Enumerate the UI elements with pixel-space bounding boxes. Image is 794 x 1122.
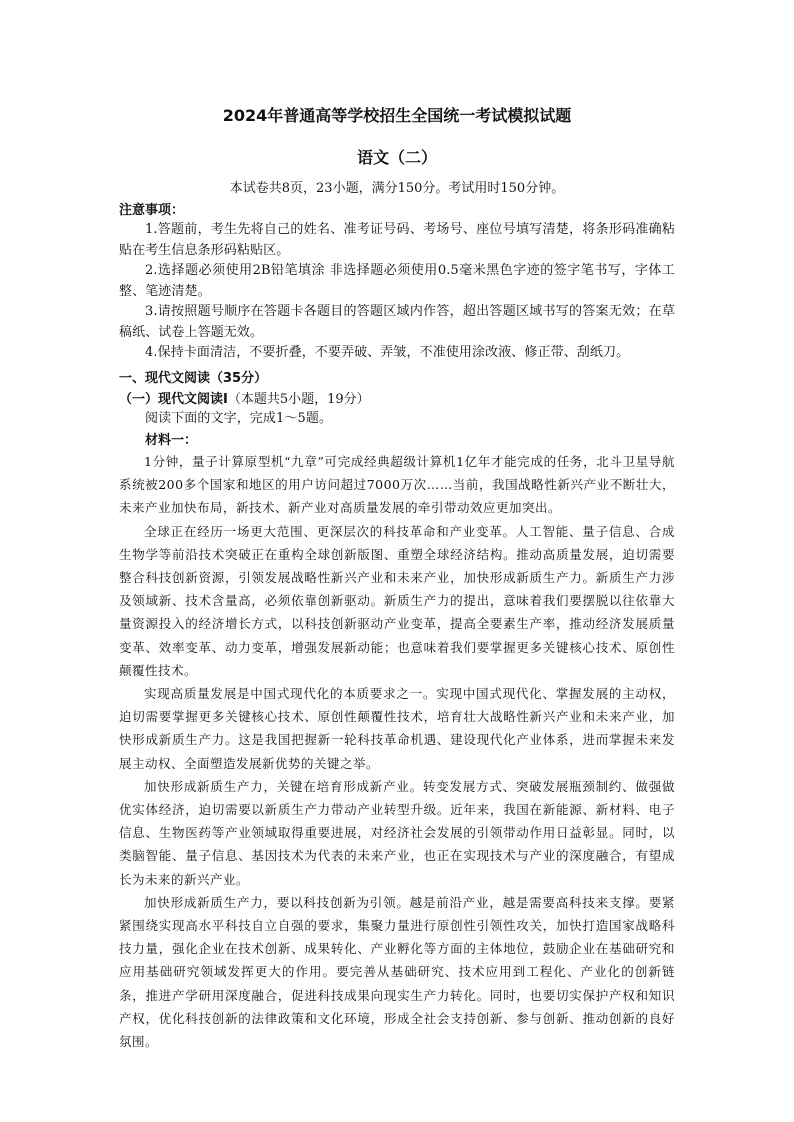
- paragraph: 全球正在经历一场更大范围、更深层次的科技革命和产业变革。人工智能、量子信息、合成生物学等前沿技术突破正在重构全球创新版图、重塑全球经济结构。推动高质量发展，迫切需要整合科技创新资源，引领发展战略性新兴产业和未来产业，加快形成新质生产力。新质生产力涉及领域新、技术含量高，必须依靠创新驱动。新质生产力的提出，意味着我们要摆脱以往依靠大量资源投入的经济增长方式，以科技创新驱动产业变革，提高全要素生产率，推动经济发展质量变革、效率变革、动力变革，增强发展新动能；也意味着我们要掌握更多关键核心技术、原创性颠覆性技术。: [119, 523, 675, 678]
- subsection-note: （本题共5小题，19分）: [227, 392, 370, 407]
- paragraph: 加快形成新质生产力，关键在培育形成新产业。转变发展方式、突破发展瓶颈制约、做强做优实体经济，迫切需要以新质生产力带动产业转型升级。近年来，我国在新能源、新材料、电子信息、生物医药等产业领域取得重要进展，对经济社会发展的引领带动作用日益彰显。同时，以类脑智能、量子信息、基因技术为代表的未来产业，也正在实现技术与产业的深度融合，有望成长为未来的新兴产业。: [119, 778, 675, 887]
- subsection-title: （一）现代文阅读Ⅰ: [119, 392, 228, 407]
- subject-title: 语文（二）: [356, 148, 437, 167]
- reading-prompt: [119, 409, 675, 430]
- paragraph: 1分钟，量子计算原型机“九章”可完成经典超级计算机1亿年才能完成的任务，北斗卫星导航系统被200多个国家和地区的用户访问超过7000万次……当前，我国战略性新兴产业不断壮大，未来产业加快布局，新技术、新产业对高质量发展的牵引带动效应更加突出。: [119, 454, 675, 516]
- exam-info: 本试卷共8页，23小题，满分150分。考试用时150分钟。: [229, 181, 565, 196]
- prompt-text: 阅读下面的文字，完成1～5题。: [145, 411, 333, 426]
- section-heading: 一、现代文阅读（35分）: [119, 371, 268, 386]
- paragraph: 实现高质量发展是中国式现代化的本质要求之一。实现中国式现代化、掌握发展的主动权，迫切需要掌握更多关键核心技术、原创性颠覆性技术，培育壮大战略性新兴产业和未来产业，加快形成新质生产力。这是我国把握新一轮科技革命机遇、建设现代化产业体系，进而掌握未来发展主动权、全面塑造发展新优势的关键之举。: [119, 686, 675, 771]
- note-item: 4.保持卡面清洁，不要折叠，不要弄破、弄皱，不准使用涂改液、修正带、刮纸刀。: [145, 345, 630, 360]
- notes-list: [119, 220, 675, 364]
- notes-heading: 注意事项：: [119, 203, 185, 218]
- note-item: 2.选择题必须使用2B铅笔填涂 非选择题必须使用0.5毫米黑色字迹的签字笔书写，字体工整、笔迹清楚。: [119, 263, 675, 299]
- note-item: 1.答题前，考生先将自己的姓名、准考证号码、考场号、座位号填写清楚，将条形码准确粘贴在考生信息条形码粘贴区。: [119, 222, 675, 258]
- note-item: 3.请按照题号顺序在答题卡各题目的答题区域内作答，超出答题区域书写的答案无效；在草稿纸、试卷上答题无效。: [119, 304, 675, 340]
- paragraph: 加快形成新质生产力，要以科技创新为引领。越是前沿产业，越是需要高科技来支撑。要紧紧围绕实现高水平科技自立自强的要求，集聚力量进行原创性引领性攻关，加快打造国家战略科技力量，强化企业在技术创新、成果转化、产业孵化等方面的主体地位，鼓励企业在基础研究和应用基础研究领域发挥更大的作用。要完善从基础研究、技术应用到工程化、产业化的创新链条，推进产学研用深度融合，促进科技成果向现实生产力转化。同时，也要切实保护产权和知识产权，优化科技创新的法律政策和文化环境，形成全社会支持创新、参与创新、推动创新的良好氛围。: [119, 894, 675, 1050]
- material-text: [119, 450, 675, 1053]
- material-heading: 材料一：: [145, 433, 198, 448]
- subsection-heading: [119, 388, 675, 409]
- exam-title: 2024年普通高等学校招生全国统一考试模拟试题: [222, 106, 572, 125]
